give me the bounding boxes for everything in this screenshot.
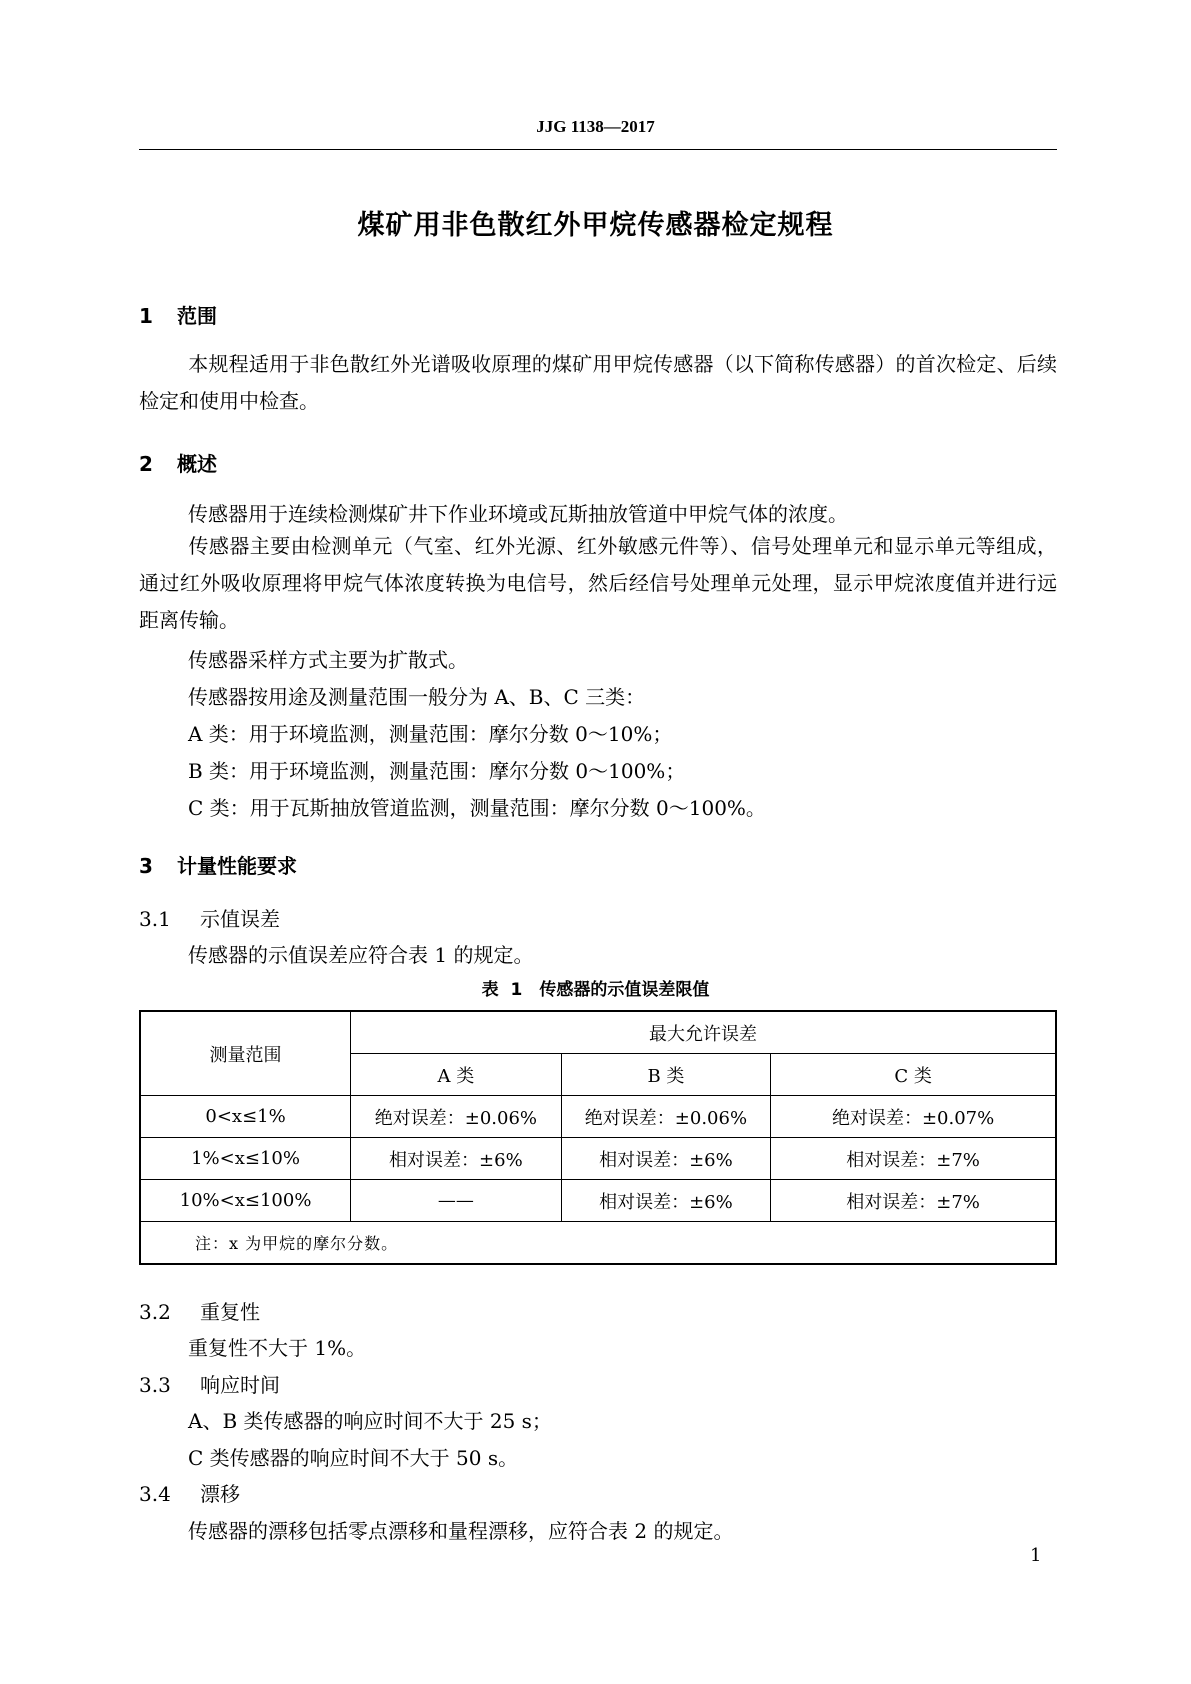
section-2-paragraph-1: 传感器用于连续检测煤矿井下作业环境或瓦斯抽放管道中甲烷气体的浓度。 xyxy=(188,502,848,526)
subsection-3-2-heading xyxy=(139,1296,260,1325)
table-header-row-1 xyxy=(140,1011,1056,1054)
header-divider xyxy=(139,149,1057,150)
section-1-title: 范围 xyxy=(177,304,217,328)
section-2-text-2: 传感器主要由检测单元（气室、红外光源、红外敏感元件等）、信号处理单元和显示单元等组成，通过红外吸收原理将甲烷气体浓度转换为电信号，然后经信号处理单元处理，显示甲烷浓度值并进行远距离传输。 xyxy=(139,534,1057,632)
section-3-heading xyxy=(139,850,297,879)
cell-class-c: 相对误差：±7% xyxy=(771,1180,1056,1222)
table-note-row xyxy=(140,1222,1056,1265)
subsection-3-1-heading xyxy=(139,903,280,932)
table-row xyxy=(140,1138,1056,1180)
subsection-3-1-number: 3.1 xyxy=(139,907,171,931)
section-2-class-c: C 类：用于瓦斯抽放管道监测，测量范围：摩尔分数 0～100%。 xyxy=(188,796,766,820)
cell-class-b: 相对误差：±6% xyxy=(561,1180,771,1222)
table-row xyxy=(140,1096,1056,1138)
section-2-paragraph-4: 传感器按用途及测量范围一般分为 A、B、C 三类： xyxy=(188,685,646,709)
section-1-text: 本规程适用于非色散红外光谱吸收原理的煤矿用甲烷传感器（以下简称传感器）的首次检定、后续检定和使用中检查。 xyxy=(139,352,1057,413)
cell-range: 10%<x≤100% xyxy=(140,1180,351,1222)
section-2-heading xyxy=(139,448,217,477)
table-row xyxy=(140,1180,1056,1222)
section-1-heading xyxy=(139,300,217,329)
subsection-3-1-title: 示值误差 xyxy=(200,907,280,931)
header-class-c: C 类 xyxy=(771,1054,1056,1096)
cell-class-a: 绝对误差：±0.06% xyxy=(351,1096,562,1138)
cell-class-c: 相对误差：±7% xyxy=(771,1138,1056,1180)
section-3-number: 3 xyxy=(139,854,153,878)
document-title: 煤矿用非色散红外甲烷传感器检定规程 xyxy=(357,210,834,241)
table-1 xyxy=(139,1010,1057,1265)
subsection-3-4-heading xyxy=(139,1478,240,1507)
subsection-3-2-text: 重复性不大于 1%。 xyxy=(188,1336,367,1360)
cell-range: 1%<x≤10% xyxy=(140,1138,351,1180)
cell-class-b: 绝对误差：±0.06% xyxy=(561,1096,771,1138)
subsection-3-2-number: 3.2 xyxy=(139,1300,171,1324)
subsection-3-3-heading xyxy=(139,1369,280,1398)
cell-range: 0<x≤1% xyxy=(140,1096,351,1138)
page-number: 1 xyxy=(1030,1545,1042,1566)
section-2-paragraph-2 xyxy=(139,528,1057,639)
section-2-number: 2 xyxy=(139,452,153,476)
subsection-3-4-title: 漂移 xyxy=(200,1482,240,1506)
section-2-class-b: B 类：用于环境监测，测量范围：摩尔分数 0～100%； xyxy=(188,759,686,783)
section-2-title: 概述 xyxy=(177,452,217,476)
header-measuring-range: 测量范围 xyxy=(140,1011,351,1096)
header-class-b: B 类 xyxy=(561,1054,771,1096)
subsection-3-4-text: 传感器的漂移包括零点漂移和量程漂移，应符合表 2 的规定。 xyxy=(188,1519,734,1543)
section-2-paragraph-3: 传感器采样方式主要为扩散式。 xyxy=(188,648,468,672)
table-1-caption: 表 1 传感器的示值误差限值 xyxy=(481,980,710,1000)
cell-class-b: 相对误差：±6% xyxy=(561,1138,771,1180)
header-class-a: A 类 xyxy=(351,1054,562,1096)
subsection-3-3-title: 响应时间 xyxy=(200,1373,280,1397)
subsection-3-3-text-2: C 类传感器的响应时间不大于 50 s。 xyxy=(188,1446,519,1470)
subsection-3-4-number: 3.4 xyxy=(139,1482,171,1506)
section-3-title: 计量性能要求 xyxy=(177,854,297,878)
cell-class-a: 相对误差：±6% xyxy=(351,1138,562,1180)
section-2-class-a: A 类：用于环境监测，测量范围：摩尔分数 0～10%； xyxy=(188,722,673,746)
standard-code-header: JJG 1138—2017 xyxy=(536,117,655,136)
subsection-3-3-text-1: A、B 类传感器的响应时间不大于 25 s； xyxy=(188,1409,552,1433)
section-1-paragraph xyxy=(139,346,1057,420)
table-note: 注：x 为甲烷的摩尔分数。 xyxy=(140,1222,1056,1265)
subsection-3-2-title: 重复性 xyxy=(200,1300,260,1324)
subsection-3-3-number: 3.3 xyxy=(139,1373,171,1397)
subsection-3-1-text: 传感器的示值误差应符合表 1 的规定。 xyxy=(188,943,534,967)
header-max-permissible-error: 最大允许误差 xyxy=(351,1011,1056,1054)
cell-class-c: 绝对误差：±0.07% xyxy=(771,1096,1056,1138)
cell-class-a: —— xyxy=(351,1180,562,1222)
section-1-number: 1 xyxy=(139,304,153,328)
